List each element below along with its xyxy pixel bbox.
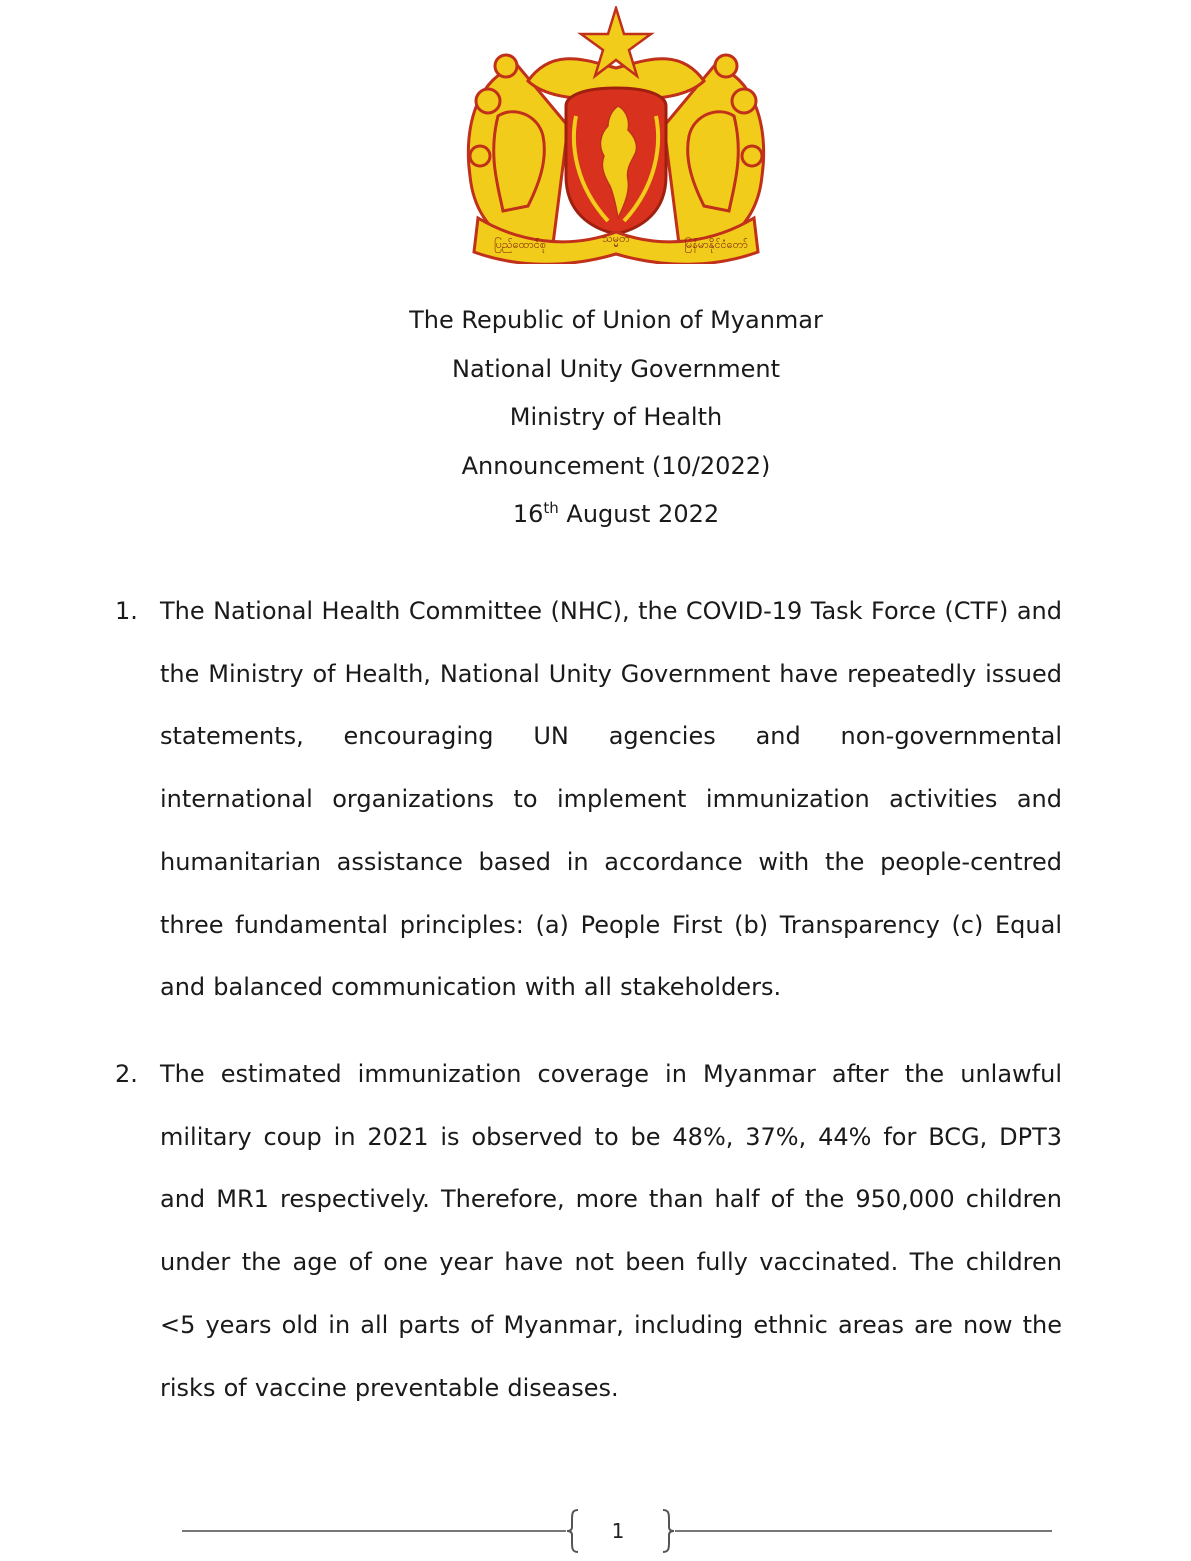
left-brace-icon <box>566 1508 580 1554</box>
seal-banner-right-text: မြန်မာနိုင်ငံတော် <box>684 238 748 251</box>
announcement-header <box>0 296 1191 539</box>
seal-banner-center-text: သမ္မတ <box>602 232 630 245</box>
list-item-text: The National Health Committee (NHC), the COVID-19 Task Force (CTF) and the Ministry of Health, National Unity Government have repeatedly issued statements, encouraging UN agencies and non-governmental international organizations to implement immunization activities and humanitarian assistance based in accordance with the people-centred three fundamental principles: (a) People First (b) Transparency (c) Equal and balanced communication with all stakeholders. <box>160 597 1062 1002</box>
page-footer <box>182 1508 1052 1554</box>
header-ministry: Ministry of Health <box>509 403 723 431</box>
header-government: National Unity Government <box>452 354 780 383</box>
date-month-year: August 2022 <box>558 500 720 528</box>
state-seal-emblem <box>458 6 774 264</box>
seal-banner-left-text: ပြည်ထောင်စု <box>493 238 547 251</box>
header-announcement-number: Announcement (10/2022) <box>461 451 771 480</box>
date-suffix: th <box>543 499 559 517</box>
header-date <box>0 490 1191 539</box>
list-item-number: 2. <box>115 1060 138 1088</box>
list-item-number: 1. <box>115 597 138 625</box>
date-day: 16 <box>512 500 544 528</box>
header-country: The Republic of Union of Myanmar <box>409 306 823 334</box>
right-brace-icon <box>661 1508 675 1554</box>
footer-rule-right <box>675 1530 1052 1532</box>
list-item-text: The estimated immunization coverage in Myanmar after the unlawful military coup in 2021 is observed to be 48%, 37%, 44% for BCG, DPT3 and MR1 respectively. Therefore, more than half of the 950,000 children under the age of one year have not been fully vaccinated. The children <5 years old in all parts of Myanmar, including ethnic areas are now the risks of vaccine preventable diseases. <box>160 1060 1062 1402</box>
page-number: 1 <box>611 1519 625 1543</box>
footer-rule-left <box>182 1530 566 1532</box>
